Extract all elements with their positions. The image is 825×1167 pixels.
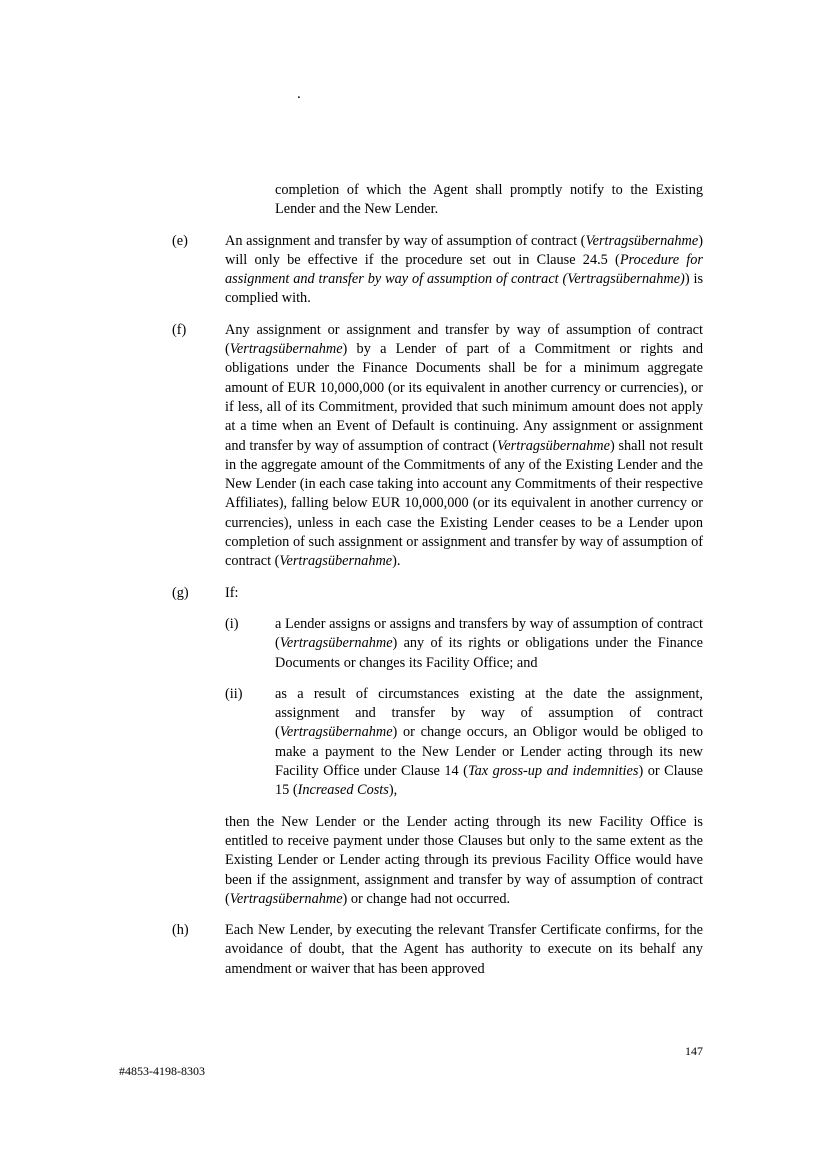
list-item-ii [172,685,703,801]
paragraph [172,813,703,909]
stray-mark: . [297,86,301,102]
paragraph-text: as a result of circumstances existing at the date the assignment, assignment and transfer by way of assumption of contract (Vertragsübernahme) or change occurs, an Obligor would be obliged to make a payment to the New Lender or Lender acting through its new Facility Office under Clause 14 (Tax gross-up and indemnities) or Clause 15 (Increased Costs), [275,685,704,799]
list-item-f [172,321,703,572]
paragraph-text: If: [225,584,239,601]
document-id-footer: #4853-4198-8303 [119,1064,205,1078]
list-marker: (g) [172,584,189,601]
list-marker: (i) [225,615,239,632]
list-marker: (h) [172,922,189,939]
document-body [172,181,703,979]
list-item-e [172,232,703,309]
paragraph-text: then the New Lender or the Lender acting through its new Facility Office is entitled to receive payment under those Clauses but only to the same extent as the Existing Lender or Lender acting through its previous Facility Office would have been if the assignment, assignment and transfer by way of assumption of contract (Vertragsübernahme) or change had not occurred. [225,813,703,907]
paragraph-text: completion of which the Agent shall promptly notify to the Existing Lender and the New Lender. [275,182,703,218]
list-marker: (f) [172,321,187,338]
paragraph-text: Each New Lender, by executing the relevant Transfer Certificate confirms, for the avoidance of doubt, that the Agent has authority to execute on its behalf any amendment or waiver that has been approved [225,922,703,977]
paragraph-text: An assignment and transfer by way of assumption of contract (Vertragsübernahme) will only be effective if the procedure set out in Clause 24.5 (Procedure for assignment and transfer by way of assumption of contract (Vertragsübernahme)) is complied with. [225,232,704,307]
list-item-h [172,921,703,979]
paragraph-text: Any assignment or assignment and transfer by way of assumption of contract (Vertragsübernahme) by a Lender of part of a Commitment or rights and obligations under the Finance Documents shall be for a minimum aggregate amount of EUR 10,000,000 (or its equivalent in another currency or currencies), or if less, all of its Commitment, provided that such minimum amount does not apply at a time when an Event of Default is continuing. Any assignment or assignment and transfer by way of assumption of contract (Vertragsübernahme) shall not result in the aggregate amount of the Commitments of any of the Existing Lender and the New Lender (in each case taking into account any Commitments of their respective Affiliates), falling below EUR 10,000,000 (or its equivalent in another currency or currencies), unless in each case the Existing Lender ceases to be a Lender upon completion of such assignment or assignment and transfer by way of assumption of contract (Vertragsübernahme). [225,321,703,570]
list-marker: (ii) [225,685,243,702]
page-number: 147 [685,1044,703,1058]
list-item-g [172,584,703,603]
paragraph-text: a Lender assigns or assigns and transfers by way of assumption of contract (Vertragsübernahme) any of its rights or obligations under the Finance Documents or changes its Facility Office; and [275,615,703,671]
paragraph [172,181,703,220]
list-marker: (e) [172,232,188,249]
list-item-i [172,615,703,673]
